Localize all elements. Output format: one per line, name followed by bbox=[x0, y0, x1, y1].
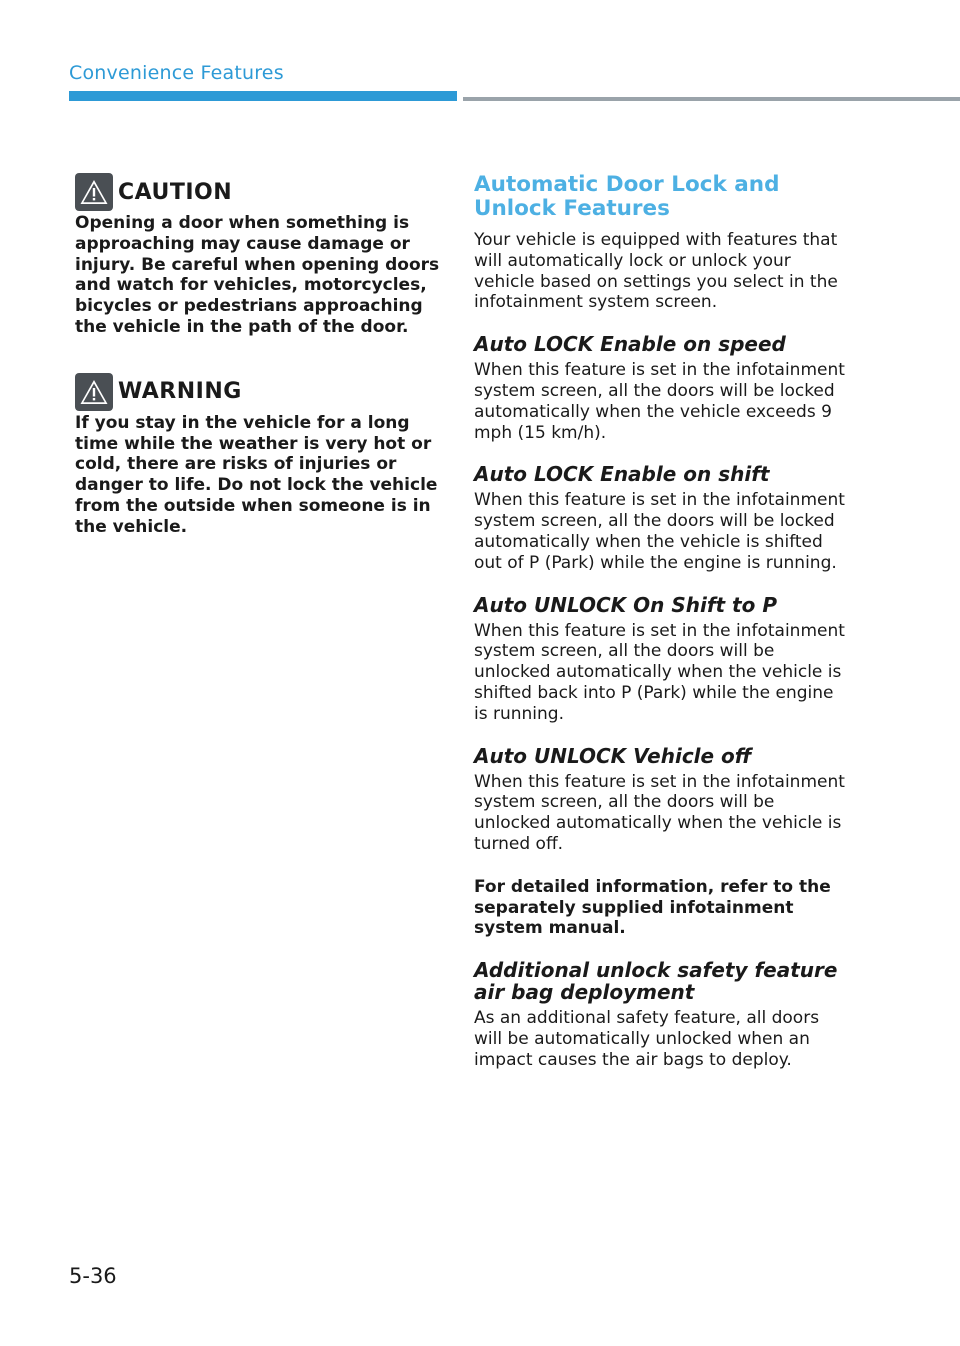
infotainment-note: For detailed information, refer to the separately supplied infotainment system manual. bbox=[474, 876, 831, 939]
caution-label: CAUTION bbox=[118, 179, 233, 205]
subheading-unlock-shift-p: Auto UNLOCK On Shift to P bbox=[474, 592, 777, 617]
page-number: 5-36 bbox=[69, 1264, 117, 1288]
text-unlock-shift-p: When this feature is set in the infotainment system screen, all the doors will be unlocked automatically when the vehicle is shifted back into P (Park) while the engine is running. bbox=[474, 620, 845, 724]
text-airbag: As an additional safety feature, all doors will be automatically unlocked when an impact causes the air bags to deploy. bbox=[474, 1008, 820, 1070]
warning-label: WARNING bbox=[118, 379, 242, 405]
header-accent-bar bbox=[69, 91, 457, 101]
intro-text: Your vehicle is equipped with features that will automatically lock or unlock your vehicle based on settings you select in the infotainment system screen. bbox=[474, 230, 838, 313]
warning-text: If you stay in the vehicle for a long time while the weather is very hot or cold, there are risks of injuries or danger to life. Do not lock the vehicle from the outside when someone is in the vehicle. bbox=[75, 412, 438, 537]
text-unlock-off: When this feature is set in the infotainment system screen, all the doors will be unlocked automatically when the vehicle is turned off. bbox=[474, 771, 845, 854]
caution-text: Opening a door when something is approaching may cause damage or injury. Be careful when opening doors and watch for vehicles, motorcycles, bicycles or pedestrians approaching the vehicle in the path of the door. bbox=[75, 213, 440, 337]
text-lock-shift: When this feature is set in the infotainment system screen, all the doors will be locked automatically when the vehicle is shifted out of P (Park) while the engine is running. bbox=[474, 490, 845, 573]
subheading-lock-speed: Auto LOCK Enable on speed bbox=[474, 332, 786, 357]
left-column bbox=[75, 173, 440, 538]
warning-header bbox=[75, 373, 440, 411]
text-lock-speed: When this feature is set in the infotainment system screen, all the doors will be locked automatically when the vehicle exceeds 9 mph (15 km/h). bbox=[474, 360, 845, 443]
subheading-lock-shift: Auto LOCK Enable on shift bbox=[474, 462, 770, 487]
section-title: Convenience Features bbox=[69, 62, 284, 84]
header-rule bbox=[463, 97, 960, 101]
subheading-airbag: Additional unlock safety feature air bag deployment bbox=[474, 958, 838, 1005]
warning-triangle-icon bbox=[75, 173, 113, 211]
right-column bbox=[474, 173, 846, 1071]
subheading-unlock-off: Auto UNLOCK Vehicle off bbox=[474, 743, 752, 768]
main-heading: Automatic Door Lock and Unlock Features bbox=[474, 172, 780, 221]
warning-triangle-icon bbox=[75, 373, 113, 411]
caution-header bbox=[75, 173, 440, 211]
